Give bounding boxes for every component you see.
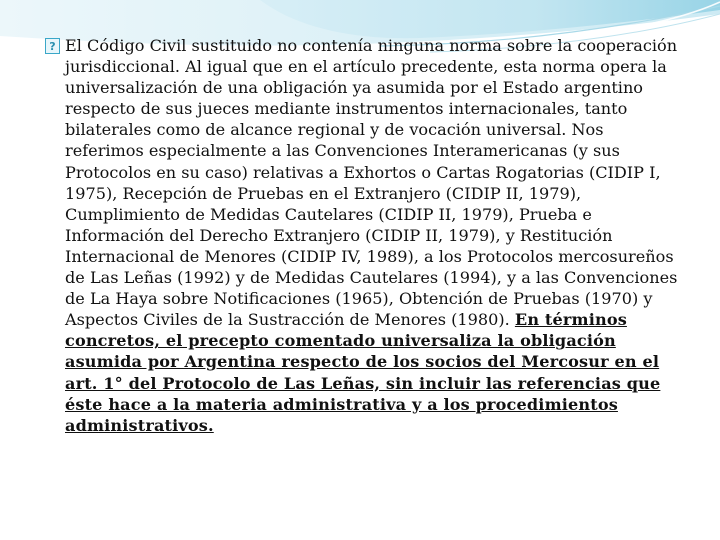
paragraph-plain-text: El Código Civil sustituido no contenía ninguna norma sobre la cooperación jurisdiccional. Al igual que en el artículo precedente, esta norma opera la universalización de una obligación ya asumida por el Estado argentino respecto de sus jueces mediante instrumentos internacionales, tanto bilaterales como de alcance regional y de vocación universal. Nos referimos especialmente a las Convenciones Interamericanas (y sus Protocolos en su caso) relativas a Exhortos o Cartas Rogatorias (CIDIP I, 1975), Recepción de Pruebas en el Extranjero (CIDIP II, 1979), Cumplimiento de Medidas Cautelares (CIDIP II, 1979), Prueba e Información del Derecho Extranjero (CIDIP II, 1979), y Restitución Internacional de Menores (CIDIP IV, 1989), a los Protocolos mercosureños de Las Leñas (1992) y de Medidas Cautelares (1994), y a las Convenciones de La Haya sobre Notificaciones (1965), Obtención de Pruebas (1970) y Aspectos Civiles de la Sustracción de Menores (1980). xyxy=(65,36,678,330)
bullet-paragraph xyxy=(45,35,685,436)
text-content xyxy=(45,35,685,436)
paragraph-emphasized-text: En términos concretos, el precepto comentado universaliza la obligación asumida por Argentina respecto de los socios del Mercosur en el art. 1° del Protocolo de Las Leñas, sin incluir las referencias que éste hace a la materia administrativa y a los procedimientos administrativos. xyxy=(65,310,661,435)
bullet-glyph-icon xyxy=(45,38,60,54)
